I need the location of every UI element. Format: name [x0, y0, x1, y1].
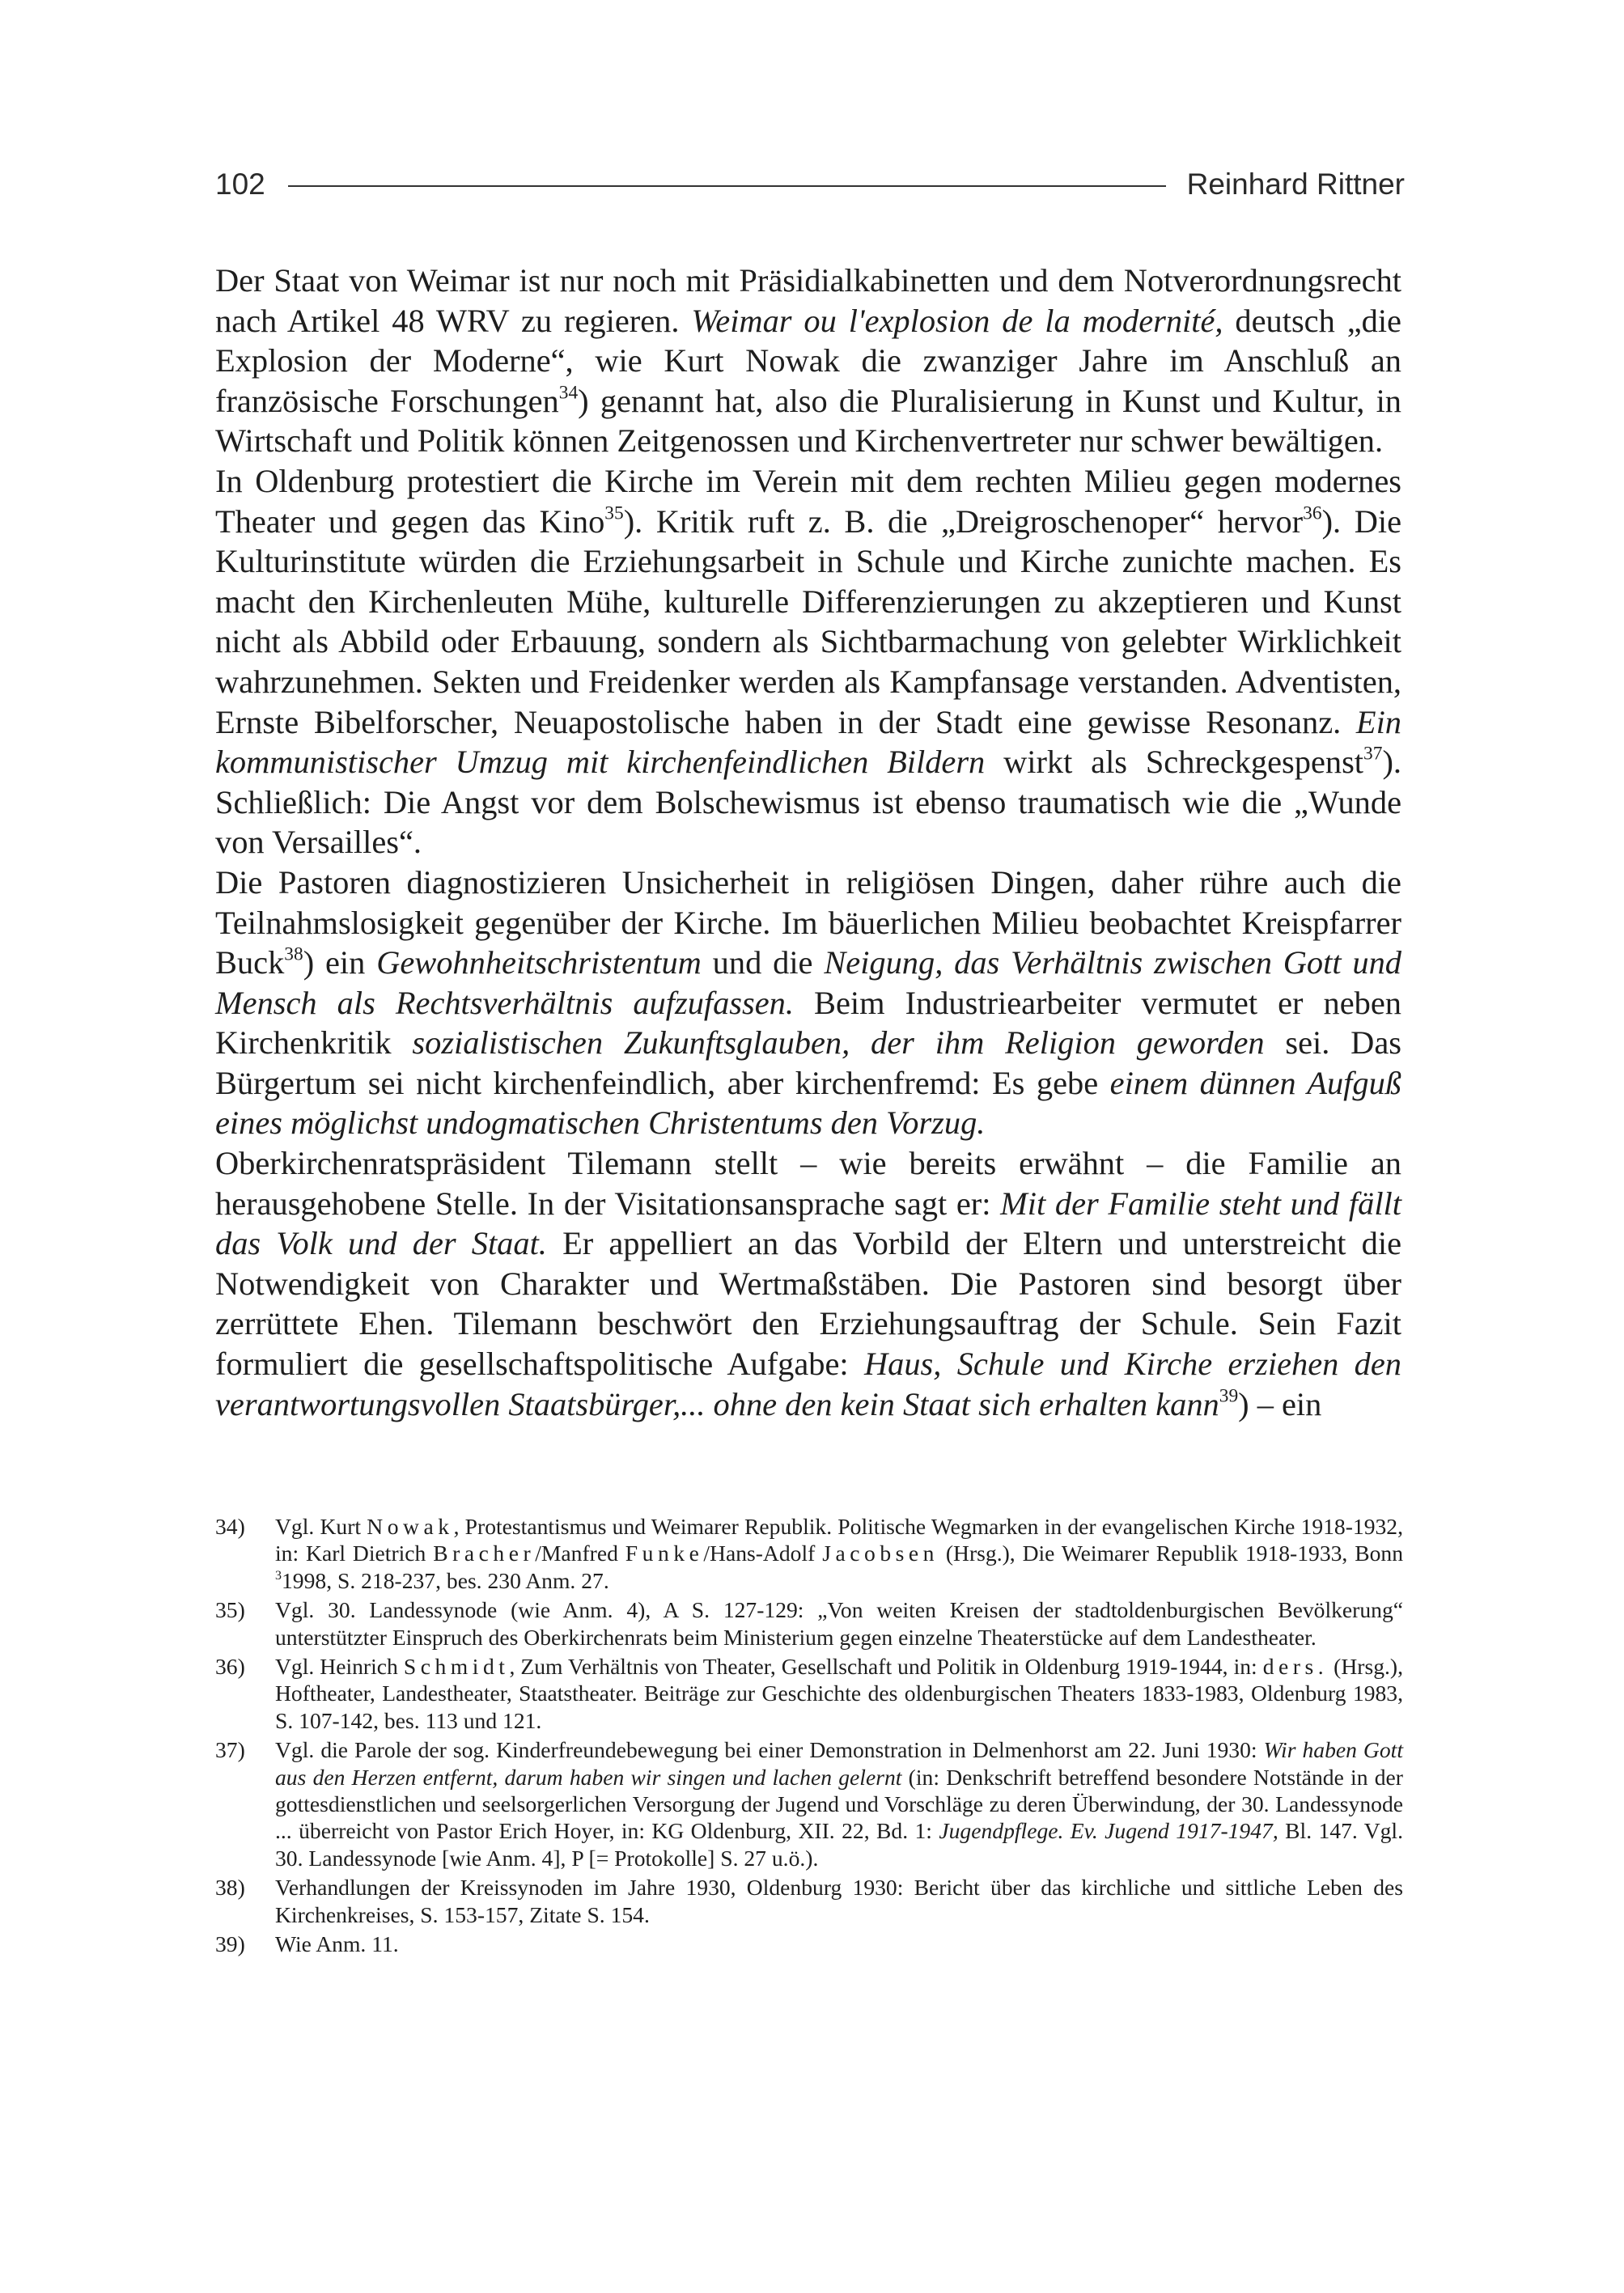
text-run: Vgl. Kurt	[275, 1514, 367, 1539]
paragraph	[215, 863, 1401, 1143]
running-head-author: Reinhard Rittner	[1186, 167, 1405, 201]
footnote	[215, 1874, 1403, 1928]
text-run: ) – ein	[1238, 1385, 1322, 1422]
text-run: In Oldenburg protestiert die Kirche im Verein mit dem rechten Milieu gegen modernes Theater und gegen das Kino	[215, 462, 1401, 540]
footnote-text	[275, 1874, 1403, 1928]
footnote-ref: 35	[604, 502, 624, 524]
text-run: (in: Denkschrift betreffend besondere Notstände in der gottesdienstlichen und seelsorgerlichen Versorgung der Jugend und Vorschläge zu deren Überwindung, der 30. Landessynode ... überreicht von Pastor Erich Hoyer, in: KG Oldenburg, XII. 22, Bd. 1:	[275, 1764, 1403, 1844]
text-run: ). Schließlich: Die Angst vor dem Bolschewismus ist ebenso traumatisch wie die „Wunde von Versailles“.	[215, 744, 1402, 861]
italic-text: Gewohnheitschristentum	[376, 944, 702, 981]
footnote-number: 38)	[215, 1875, 245, 1901]
spaced-name: Nowak	[367, 1514, 454, 1539]
footnote	[215, 1931, 1403, 1957]
text-run: Wie Anm. 11.	[275, 1931, 399, 1957]
footnote-ref: 38	[284, 943, 303, 965]
text-run: Beim Industriearbeiter vermutet er neben Kirchenkritik	[215, 984, 1401, 1062]
text-run: wirkt als Schreckgespenst	[985, 744, 1364, 781]
text-run: Der Staat von Weimar ist nur noch mit Präsidialkabinetten und dem Notverordnungsrecht nach Artikel 48 WRV zu regieren.	[215, 262, 1401, 339]
footnote-text	[275, 1931, 1403, 1957]
text-run: , Zum Verhältnis von Theater, Gesellschaft und Politik in Oldenburg 1919-1944, in:	[509, 1654, 1263, 1680]
footnote	[215, 1596, 1403, 1651]
text-run: Verhandlungen der Kreissynoden im Jahre 1930, Oldenburg 1930: Bericht über das kirchliche und sittliche Leben des Kirchenkreises, S. 153-157, Zitate S. 154.	[275, 1875, 1403, 1927]
paragraph	[215, 261, 1401, 461]
italic-text: Ein kommunistischer Umzug mit kirchenfeindlichen Bildern	[215, 703, 1401, 781]
footnote-number: 34)	[215, 1514, 245, 1539]
text-run: ) genannt hat, also die Pluralisierung in Kunst und Kultur, in Wirtschaft und Politik können Zeitgenossen und Kirchenvertreter nur schwer bewältigen.	[215, 382, 1402, 460]
italic-text: Wir haben Gott aus den Herzen entfernt, darum haben wir singen und lachen gelernt	[275, 1737, 1403, 1790]
text-run: /Hans-Adolf	[703, 1541, 823, 1566]
text-run: (Hrsg.), Hoftheater, Landestheater, Staatstheater. Beiträge zur Geschichte des oldenburgischen Theaters 1833-1983, Oldenburg 1983, S. 107-142, bes. 113 und 121.	[275, 1654, 1404, 1733]
italic-text: Weimar ou l'explosion de la modernité,	[691, 302, 1223, 339]
spaced-name: Funke	[625, 1541, 704, 1566]
footnote-ref: 39	[1219, 1385, 1239, 1407]
page-number: 102	[215, 167, 265, 201]
footnote	[215, 1736, 1403, 1871]
text-run: (Hrsg.), Die Weimarer Republik 1918-1933, Bonn	[938, 1541, 1403, 1566]
header-rule	[288, 185, 1166, 187]
text-run: und die	[701, 944, 825, 981]
text-run: Die Pastoren diagnostizieren Unsicherheit in religiösen Dingen, daher rühre auch die Teilnahmslosigkeit gegenüber der Kirche. Im bäuerlichen Milieu beobachtet Kreispfarrer Buck	[215, 863, 1401, 981]
text-run: Er appelliert an das Vorbild der Eltern und unterstreicht die Notwendigkeit von Charakter und Wertmaßstäben. Die Pastoren sind besorgt über zerrüttete Ehen. Tilemann beschwört den Erziehungsauftrag der Schule. Sein Fazit formuliert die gesellschaftspolitische Aufgabe:	[215, 1225, 1402, 1383]
footnote-text	[275, 1596, 1403, 1651]
text-run: Vgl. die Parole der sog. Kinderfreundebewegung bei einer Demonstration in Delmenhorst am 22. Juni 1930:	[275, 1737, 1264, 1763]
italic-text: einem dünnen Aufguß eines möglichst undogmatischen Christentums den Vorzug.	[215, 1064, 1401, 1142]
text-run: Vgl. 30. Landessynode (wie Anm. 4), A S. 127-129: „Von weiten Kreisen der stadtoldenburgischen Bevölkerung“ unterstützter Einspruch des Oberkirchenrats beim Ministerium gegen einzelne Theaterstücke auf dem Landestheater.	[275, 1597, 1403, 1650]
italic-text: Mit der Familie steht und fällt das Volk und der Staat.	[215, 1185, 1401, 1262]
footnote-number: 37)	[215, 1737, 245, 1763]
footnote-ref: 3	[275, 1568, 282, 1583]
text-run: ) ein	[303, 944, 377, 981]
footnote-ref: 37	[1363, 743, 1383, 765]
italic-text: Neigung, das Verhältnis zwischen Gott und Mensch als Rechtsverhältnis aufzufassen.	[215, 944, 1401, 1021]
italic-text: sozialistischen Zukunftsglauben, der ihm Religion geworden	[412, 1024, 1265, 1062]
footnote-ref: 34	[558, 382, 579, 404]
text-run: sei. Das Bürgertum sei nicht kirchenfeindlich, aber kirchenfremd: Es gebe	[215, 1024, 1401, 1101]
text-run: Vgl. Heinrich	[275, 1654, 404, 1680]
main-text	[215, 261, 1401, 1424]
italic-text: Haus, Schule und Kirche erziehen den verantwortungsvollen Staatsbürger,... ohne den kein Staat sich erhalten kann	[215, 1346, 1401, 1422]
spaced-name: Bracher	[433, 1541, 536, 1566]
text-run: /Manfred	[535, 1541, 625, 1566]
footnotes	[215, 1513, 1403, 1960]
italic-text: Jugendpflege. Ev. Jugend 1917-1947,	[939, 1818, 1278, 1844]
text-run: , Protestantismus und Weimarer Republik. Politische Wegmarken in der evangelischen Kirche 1918-1932, in: Karl Dietrich	[275, 1514, 1403, 1566]
text-run: ). Kritik ruft z. B. die „Dreigroschenoper“ hervor	[623, 502, 1304, 540]
text-run: Bl. 147. Vgl. 30. Landessynode [wie Anm. 4], P [= Protokolle] S. 27 u.ö.).	[275, 1818, 1403, 1871]
spaced-name: ders.	[1262, 1654, 1329, 1680]
footnote-number: 39)	[215, 1931, 245, 1957]
text-run: ). Die Kulturinstitute würden die Erziehungsarbeit in Schule und Kirche zunichte machen. Es macht den Kirchenleuten Mühe, kulturelle Differenzierungen zu akzeptieren und Kunst nicht als Abbild oder Erbauung, sondern als Sichtbarmachung von gelebter Wirklichkeit wahrzunehmen. Sekten und Freidenker werden als Kampfansage verstanden. Adventisten, Ernste Bibelforscher, Neuapostolische haben in der Stadt eine gewisse Resonanz.	[215, 502, 1402, 740]
footnote	[215, 1513, 1403, 1594]
paragraph	[215, 461, 1401, 863]
footnote-number: 35)	[215, 1597, 245, 1623]
footnote-ref: 36	[1303, 502, 1322, 524]
text-run: 1998, S. 218-237, bes. 230 Anm. 27.	[282, 1567, 609, 1593]
footnote-text	[275, 1653, 1403, 1734]
text-run: deutsch „die Explosion der Moderne“, wie Kurt Nowak die zwanziger Jahre im Anschluß an französische Forschungen	[215, 302, 1401, 419]
spaced-name: Jacobsen	[822, 1541, 939, 1566]
footnote-number: 36)	[215, 1654, 245, 1680]
running-header	[215, 160, 1405, 209]
footnote-text	[275, 1513, 1403, 1594]
text-run: Oberkirchenratspräsident Tilemann stellt – wie bereits erwähnt – die Familie an herausgehobene Stelle. In der Visitationsansprache sagt er:	[215, 1145, 1401, 1222]
footnote	[215, 1653, 1403, 1734]
footnote-text	[275, 1736, 1403, 1871]
spaced-name: Schmidt	[403, 1654, 510, 1680]
paragraph	[215, 1143, 1401, 1424]
